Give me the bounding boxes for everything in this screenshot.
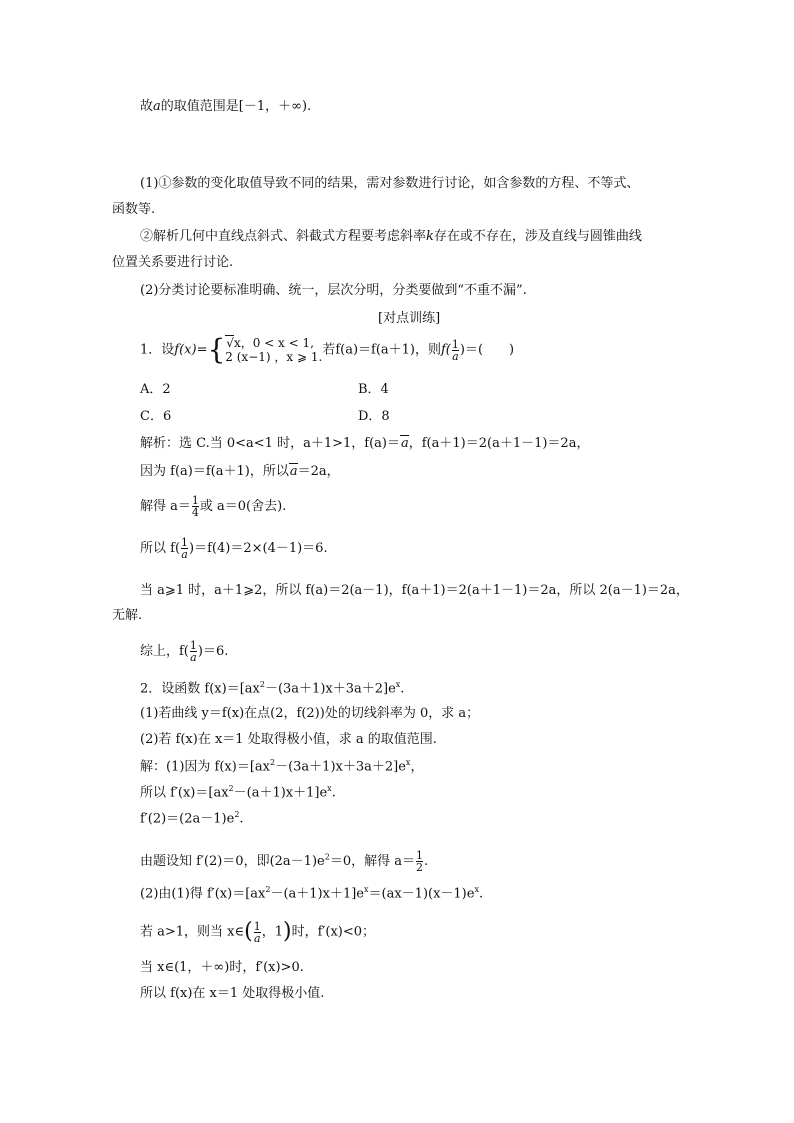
text-span: a bbox=[289, 464, 298, 479]
text-span: ， bbox=[410, 759, 424, 775]
text-span: ＝0，解得 a＝ bbox=[329, 854, 415, 869]
text-span: 2．设函数 f(x)＝[ax bbox=[140, 681, 260, 697]
q2-stem bbox=[140, 681, 404, 695]
q2-solution-6 bbox=[140, 920, 375, 944]
text-span: k bbox=[426, 229, 434, 244]
fraction bbox=[416, 850, 423, 873]
text-span: 或 a＝0(舍去). bbox=[199, 499, 287, 514]
text-span: 由题设知 f′(2)＝0，即(2a－1)e bbox=[140, 854, 325, 869]
text-span: x bbox=[327, 784, 332, 793]
text-span: 若 bbox=[322, 342, 336, 358]
text-span: . bbox=[400, 681, 405, 697]
text-span: 2 bbox=[234, 810, 240, 819]
text-span: 2 bbox=[270, 758, 276, 767]
text-span: a bbox=[153, 99, 161, 114]
option-c: C．6 bbox=[140, 409, 172, 424]
text-span: ，1 bbox=[261, 924, 284, 940]
text-span: a bbox=[400, 436, 409, 451]
text-span: 2 (x−1) ，x ⩾ 1. bbox=[225, 350, 323, 364]
text-span: a bbox=[190, 651, 197, 664]
text-span: 2 bbox=[324, 852, 330, 862]
q2-solution-3 bbox=[140, 811, 244, 825]
text-span: 2 bbox=[265, 885, 271, 894]
q1-solution-3 bbox=[140, 495, 286, 518]
fraction bbox=[190, 640, 197, 663]
text-span: 若 a>1，则当 x∈ bbox=[140, 924, 245, 940]
q2-solution-8: 所以 f(x)在 x＝1 处取得极小值. bbox=[140, 986, 325, 1001]
conclusion-line bbox=[140, 100, 311, 113]
text-span: －(a＋1)x＋1]e bbox=[233, 785, 328, 801]
fraction bbox=[181, 537, 188, 560]
text-span: 1 bbox=[253, 919, 261, 933]
text-span: a bbox=[253, 931, 261, 945]
text-span: f′(2)＝(2a－1)e bbox=[140, 811, 235, 827]
text-span: 所以 f′(x)＝[ax bbox=[140, 785, 229, 801]
text-span: )＝6. bbox=[197, 644, 229, 659]
fraction bbox=[192, 495, 199, 518]
summary-line-3: (2)分类讨论要标准明确、统一，层次分明，分类要做到“不重不漏”. bbox=[140, 283, 527, 298]
text-span: f(a)＝f(a＋1)，则 bbox=[335, 342, 441, 358]
text-span: 2 bbox=[259, 680, 265, 689]
fraction bbox=[452, 339, 459, 362]
q2-solution-2 bbox=[140, 785, 336, 799]
text-span: 1 bbox=[191, 494, 199, 507]
text-span: x bbox=[395, 680, 401, 689]
sqrt-icon: √ bbox=[226, 336, 234, 350]
text-span: 2 bbox=[228, 784, 234, 793]
text-span: )＝f(4)＝2×(4－1)＝6. bbox=[189, 541, 328, 556]
piecewise-definition bbox=[225, 336, 322, 364]
text-span: 的取值范围是[－1，＋∞). bbox=[160, 99, 312, 114]
q2-solution-1 bbox=[140, 759, 423, 773]
text-span: －(3a＋1)x＋3a＋2]e bbox=[264, 681, 396, 697]
option-b: B．4 bbox=[358, 382, 389, 397]
fraction bbox=[254, 921, 261, 944]
text-span: 综上，f( bbox=[140, 644, 189, 659]
q1-solution-1 bbox=[140, 437, 589, 450]
text-span: 因为 f(a)＝f(a＋1)，所以 bbox=[140, 464, 289, 479]
text-span: (2)由(1)得 f′(x)＝[ax bbox=[140, 886, 266, 902]
text-span: a bbox=[452, 349, 459, 363]
q2-solution-4 bbox=[140, 850, 428, 873]
text-span: 1．设 bbox=[140, 342, 175, 358]
text-span: 故 bbox=[140, 99, 154, 114]
q1-solution-2 bbox=[140, 465, 340, 478]
paren-icon: ) bbox=[283, 919, 292, 944]
text-span: 解：(1)因为 f(x)＝[ax bbox=[140, 759, 270, 775]
summary-line-1b: 函数等. bbox=[112, 202, 156, 217]
text-span: －(a＋1)x＋1]e bbox=[270, 886, 364, 902]
text-span: 存在或不存在，涉及直线与圆锥曲线 bbox=[433, 229, 642, 244]
text-span: . bbox=[239, 811, 244, 827]
text-span: f( bbox=[441, 342, 451, 358]
brace-icon: { bbox=[207, 333, 226, 366]
text-span: 所以 f( bbox=[140, 541, 181, 556]
q1-solution-5b: 无解. bbox=[112, 608, 143, 623]
text-span: 1 bbox=[451, 337, 459, 351]
paren-icon: ( bbox=[244, 919, 253, 944]
text-span: 4 bbox=[191, 506, 199, 519]
text-span: x，0 < x < 1, bbox=[233, 336, 314, 350]
q2-solution-5 bbox=[140, 886, 483, 900]
text-span: a bbox=[181, 548, 188, 561]
text-span: 2 bbox=[415, 861, 423, 874]
text-span: 解析：选 C.当 0<a<1 时，a＋1>1，f(a)＝ bbox=[140, 436, 400, 451]
text-span: ＝2a， bbox=[297, 464, 340, 479]
summary-line-2b: 位置关系要进行讨论. bbox=[112, 255, 234, 270]
q1-solution-5: 当 a⩾1 时，a＋1⩾2，所以 f(a)＝2(a－1)，f(a＋1)＝2(a＋1－1)＝2a，所以 2(a－1)＝2a， bbox=[140, 583, 689, 598]
text-span: ，f(a＋1)＝2(a＋1－1)＝2a， bbox=[408, 436, 590, 451]
section-heading: [对点训练] bbox=[378, 311, 441, 326]
text-span: )＝( ) bbox=[459, 342, 515, 358]
text-span: 1 bbox=[181, 536, 189, 549]
text-span: f(x)= bbox=[174, 342, 208, 358]
summary-line-1: (1)①参数的变化取值导致不同的结果，需对参数进行讨论，如含参数的方程、不等式、 bbox=[140, 176, 640, 191]
option-a: A．2 bbox=[140, 382, 171, 397]
text-span: . bbox=[423, 854, 429, 869]
q2-solution-7: 当 x∈(1，＋∞)时，f′(x)>0. bbox=[140, 960, 304, 975]
option-d: D．8 bbox=[358, 409, 390, 424]
q2-part-1: (1)若曲线 y＝f(x)在点(2，f(2))处的切线斜率为 0，求 a； bbox=[140, 706, 480, 721]
text-span: 时，f′(x)<0； bbox=[291, 924, 376, 940]
text-span: 解得 a＝ bbox=[140, 499, 191, 514]
text-span: 1 bbox=[415, 849, 423, 862]
summary-line-2 bbox=[140, 230, 642, 243]
text-span: ②解析几何中直线点斜式、斜截式方程要考虑斜率 bbox=[140, 229, 427, 244]
text-span: x bbox=[474, 885, 479, 894]
q1-solution-4 bbox=[140, 537, 328, 560]
text-span: 1 bbox=[189, 639, 197, 652]
q2-part-2: (2)若 f(x)在 x＝1 处取得极小值，求 a 的取值范围. bbox=[140, 732, 437, 747]
text-span: x bbox=[364, 885, 369, 894]
text-span: ＝(ax－1)(x－1)e bbox=[368, 886, 475, 902]
text-span: . bbox=[331, 785, 336, 801]
q1-solution-6 bbox=[140, 640, 228, 663]
q1-stem bbox=[140, 333, 515, 366]
text-span: －(3a＋1)x＋3a＋2]e bbox=[275, 759, 406, 775]
text-span: x bbox=[405, 758, 411, 767]
text-span: . bbox=[478, 886, 484, 902]
